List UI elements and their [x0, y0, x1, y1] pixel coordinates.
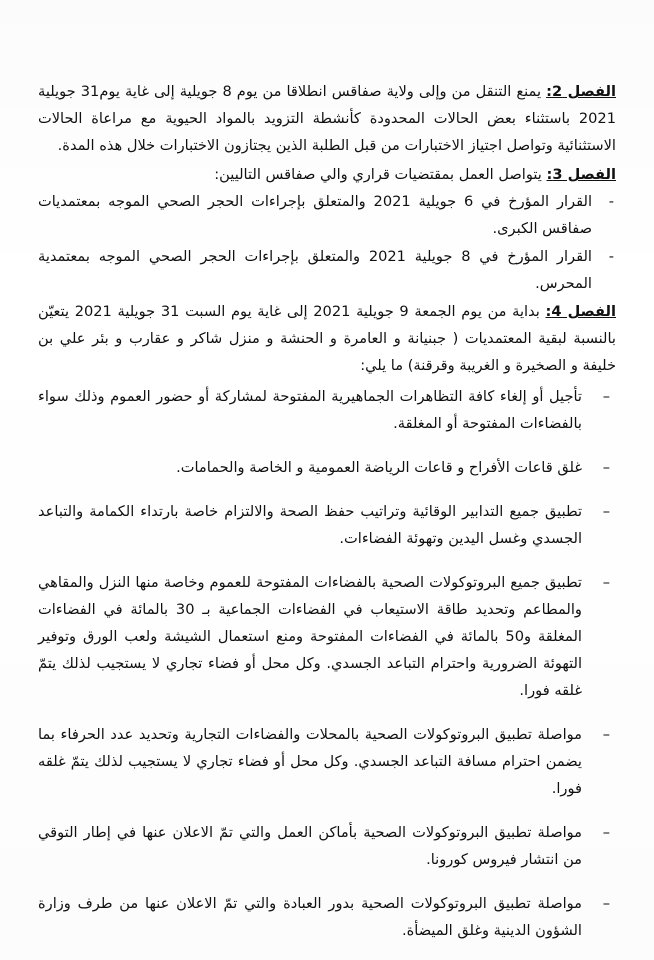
dash-bullet: –: [602, 574, 610, 591]
list-item-text: القرار المؤرخ في 8 جويلية 2021 والمتعلق بإجراءات الحجر الصحي الموجه بمعتمدية المحرس.: [38, 248, 592, 292]
list-item: [38, 721, 616, 802]
list-item: [38, 454, 616, 481]
dash-bullet: –: [602, 503, 610, 520]
chapter-3-paragraph: [38, 161, 616, 188]
chapter-2-label: الفصل 2:: [546, 83, 616, 100]
chapter-4-label: الفصل 4:: [545, 303, 616, 320]
dash-bullet: –: [602, 895, 610, 912]
list-item-text: مواصلة تطبيق البروتوكولات الصحية بالمحلات والفضاءات التجارية وتحديد عدد الحرفاء بما يضمن احترام مسافة التباعد الجسدي. وكل محل أو فضاء تجاري لا يستجيب لذلك يتمّ غلقه فورا.: [38, 726, 582, 797]
list-item-text: تطبيق جميع البروتوكولات الصحية بالفضاءات المفتوحة للعموم وخاصة منها النزل والمقاهي والمطاعم وتحديد طاقة الاستيعاب في الفضاءات الجماعية بـ 30 بالمائة في الفضاءات المغلقة و50 بالمائة في الفضاءات المفتوحة ومنع استعمال الشيشة ولعب الورق وتوفير التهوئة الضرورية واحترام التباعد الجسدي. وكل محل أو فضاء تجاري لا يستجيب لذلك يتمّ غلقه فورا.: [38, 574, 582, 699]
chapter-3-text: يتواصل العمل بمقتضيات قراري والي صفاقس التاليين:: [214, 166, 547, 183]
chapter-2-text: يمنع التنقل من وإلى ولاية صفاقس انطلاقا من يوم 8 جويلية إلى غاية يوم31 جويلية 2021 باستثناء بعض الحالات المحدودة كأنشطة التزويد بالمواد الحيوية مع مراعاة الحالات الاستثنائية وتواصل اجتياز الاختبارات من قبل الطلبة الذين يجتازون الاختبارات خلال هذه المدة.: [38, 83, 616, 154]
list-item: [38, 569, 616, 704]
dash-bullet: -: [608, 248, 614, 265]
chapter-4-measures-list: [38, 383, 616, 944]
list-item: [38, 243, 616, 297]
chapter-2-paragraph: [38, 78, 616, 159]
dash-bullet: –: [602, 726, 610, 743]
list-item-text: تطبيق جميع التدابير الوقائية وتراتيب حفظ الصحة والالتزام خاصة بارتداء الكمامة والتباعد الجسدي وغسل اليدين وتهوئة الفضاءات.: [38, 503, 582, 547]
chapter-4-paragraph: [38, 298, 616, 379]
list-item-text: مواصلة تطبيق البروتوكولات الصحية بدور العبادة والتي تمّ الاعلان عنها من طرف وزارة الشؤون الدينية وغلق الميضأة.: [38, 895, 582, 939]
dash-bullet: –: [602, 459, 610, 476]
list-item: [38, 498, 616, 552]
list-item-text: غلق قاعات الأفراح و قاعات الرياضة العمومية و الخاصة والحمامات.: [176, 459, 582, 476]
chapter-3-label: الفصل 3:: [546, 166, 616, 183]
dash-bullet: -: [608, 193, 614, 210]
list-item: [38, 383, 616, 437]
list-item: [38, 188, 616, 242]
dash-bullet: –: [602, 824, 610, 841]
list-item-text: القرار المؤرخ في 6 جويلية 2021 والمتعلق بإجراءات الحجر الصحي الموجه بمعتمديات صفاقس الكبرى.: [38, 193, 592, 237]
list-item: [38, 890, 616, 944]
dash-bullet: –: [602, 388, 610, 405]
list-item-text: مواصلة تطبيق البروتوكولات الصحية بأماكن العمل والتي تمّ الاعلان عنها في إطار التوقي من انتشار فيروس كورونا.: [38, 824, 582, 868]
chapter-4-text: بداية من يوم الجمعة 9 جويلية 2021 إلى غاية يوم السبت 31 جويلية 2021 يتعيّن بالنسبة لبقية المعتمديات ( جبنيانة و العامرة و الحنشة و منزل شاكر و عقارب و بئر علي بن خليفة و الصخيرة و الغريبة وقرقنة) ما يلي:: [38, 303, 616, 374]
list-item-text: تأجيل أو إلغاء كافة التظاهرات الجماهيرية المفتوحة لمشاركة أو حضور العموم وذلك سواء بالفضاءات المفتوحة أو المغلقة.: [38, 388, 582, 432]
list-item: [38, 819, 616, 873]
chapter-3-list: [38, 188, 616, 297]
